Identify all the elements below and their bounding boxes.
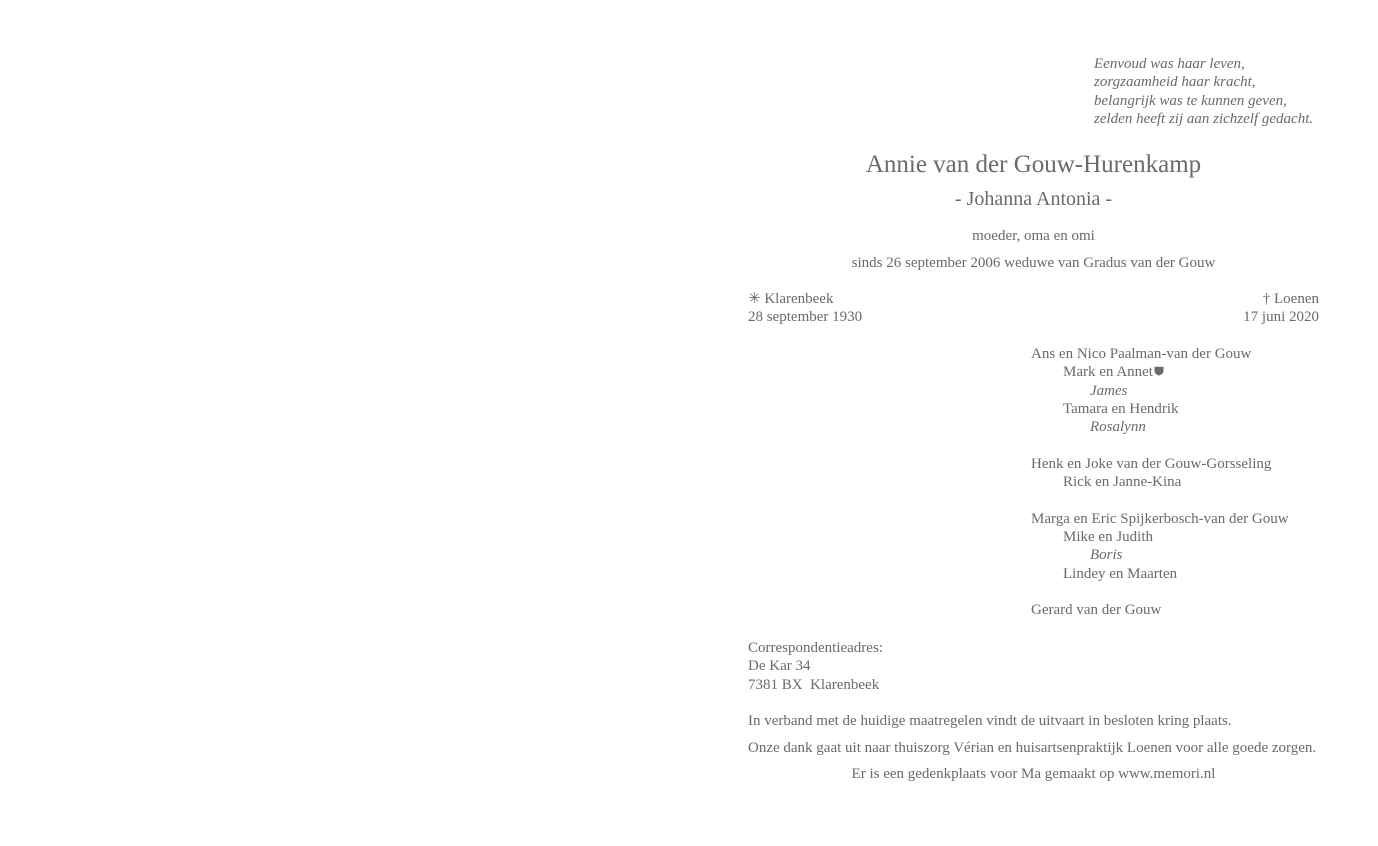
funeral-note: In verband met de huidige maatregelen vindt de uitvaart in besloten kring plaats. bbox=[748, 713, 1232, 729]
poem bbox=[1094, 55, 1313, 129]
spacer bbox=[1031, 491, 1289, 509]
birth-place: ✳ Klarenbeek bbox=[748, 291, 834, 307]
thanks-note: Onze dank gaat uit naar thuiszorg Vérian en huisartsenpraktijk Loenen voor alle goede zorgen. bbox=[748, 740, 1317, 756]
family-parents: Marga en Eric Spijkerbosch-van der Gouw bbox=[1031, 510, 1289, 527]
family-grandchild: Boris bbox=[1090, 547, 1123, 564]
widow-line: sinds 26 september 2006 weduwe van Gradus van der Gouw bbox=[851, 255, 1216, 271]
address-city: 7381 BX Klarenbeek bbox=[748, 676, 880, 693]
memorial-note: Er is een gedenkplaats voor Ma gemaakt op www.memori.nl bbox=[851, 766, 1216, 782]
family-child-name: Mark en Annet bbox=[1063, 364, 1153, 381]
family-parents: Gerard van der Gouw bbox=[1031, 602, 1162, 619]
death-place: † Loenen bbox=[1262, 291, 1319, 307]
family-child: Mike en Judith bbox=[1063, 528, 1153, 545]
family-parents: Ans en Nico Paalman-van der Gouw bbox=[1031, 346, 1252, 362]
family-grandchild: James bbox=[1090, 382, 1128, 399]
family-child: Lindey en Maarten bbox=[1063, 565, 1178, 582]
deceased-given-names: - Johanna Antonia - bbox=[954, 188, 1113, 210]
family-parents: Henk en Joke van der Gouw-Gorsseling bbox=[1031, 455, 1272, 472]
birth-date: 28 september 1930 bbox=[748, 309, 863, 326]
birth-info bbox=[748, 290, 862, 327]
death-date: 17 juni 2020 bbox=[1243, 309, 1319, 326]
correspondence-address bbox=[748, 639, 883, 694]
poem-line: belangrijk was te kunnen geven, bbox=[1094, 92, 1287, 109]
family-child: Tamara en Hendrik bbox=[1063, 400, 1179, 417]
family-child: Rick en Janne-Kina bbox=[1063, 474, 1182, 491]
deceased-name: Annie van der Gouw-Hurenkamp bbox=[865, 151, 1202, 178]
poem-line: Eenvoud was haar leven, bbox=[1094, 56, 1245, 72]
address-label: Correspondentieadres: bbox=[748, 640, 883, 656]
family-child bbox=[1031, 363, 1289, 381]
heart-icon bbox=[1154, 366, 1164, 376]
family-list bbox=[1031, 345, 1289, 619]
address-street: De Kar 34 bbox=[748, 658, 811, 675]
death-info bbox=[1243, 290, 1319, 327]
spacer bbox=[1031, 436, 1289, 454]
spacer bbox=[1031, 583, 1289, 601]
poem-line: zorgzaamheid haar kracht, bbox=[1094, 74, 1256, 91]
family-grandchild: Rosalynn bbox=[1090, 419, 1146, 436]
deceased-role: moeder, oma en omi bbox=[972, 228, 1095, 244]
poem-line: zelden heeft zij aan zichzelf gedacht. bbox=[1094, 111, 1314, 128]
